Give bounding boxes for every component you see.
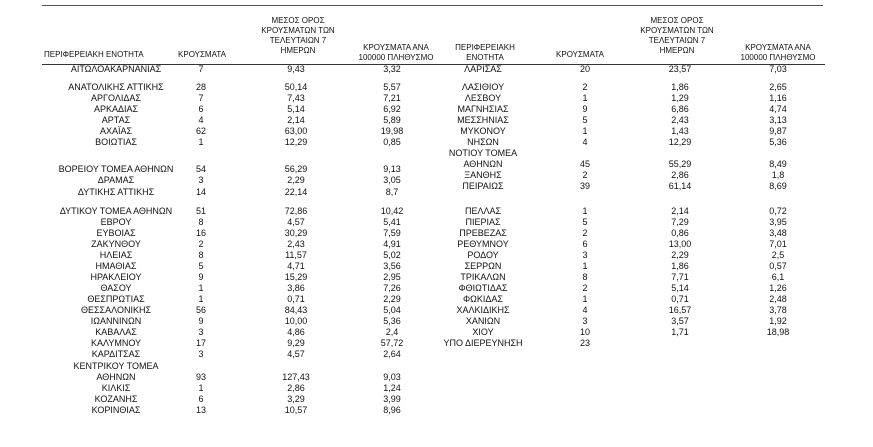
left-cell-avg: 10,57 <box>284 405 308 415</box>
right-cell-avg: 16,57 <box>668 305 692 315</box>
left-cell-name: ΚΑΒΑΛΑΣ <box>95 327 137 337</box>
right-cell-name: ΜΥΚΟΝΟΥ <box>460 126 506 136</box>
left-cell-name: ΑΘΗΝΩΝ <box>96 372 136 382</box>
left-cell-per100k: 3,32 <box>383 64 401 74</box>
left-header-cases: ΚΡΟΥΣΜΑΤΑ <box>178 50 226 59</box>
right-cell-name: ΧΑΛΚΙΔΙΚΗΣ <box>456 305 510 315</box>
left-cell-name: ΑΡΓΟΛΙΔΑΣ <box>91 93 141 103</box>
right-cell-per100k: 8,69 <box>769 181 787 191</box>
left-header-avg-line1: ΜΕΣΟΣ ΟΡΟΣ <box>271 16 325 25</box>
right-cell-cases: 4 <box>582 137 588 147</box>
left-cell-avg: 0,71 <box>287 294 305 304</box>
left-cell-per100k: 6,92 <box>383 104 401 114</box>
left-cell-cases: 9 <box>198 272 204 282</box>
left-cell-per100k: 7,59 <box>383 228 401 238</box>
right-header-avg-line1: ΜΕΣΟΣ ΟΡΟΣ <box>650 16 704 25</box>
left-cell-avg: 11,57 <box>285 250 307 260</box>
left-cell-name: ΕΒΡΟΥ <box>100 217 132 227</box>
right-cell-avg: 2,14 <box>671 206 689 216</box>
right-cell-avg: 1,43 <box>671 126 689 136</box>
right-cell-cases: 45 <box>579 159 590 169</box>
left-cell-avg: 4,57 <box>287 217 305 227</box>
right-cell-cases: 1 <box>582 126 588 136</box>
right-cell-cases: 1 <box>582 93 588 103</box>
left-cell-cases: 13 <box>195 405 206 415</box>
left-cell-cases: 8 <box>198 217 204 227</box>
left-cell-name: ΚΑΛΥΜΝΟΥ <box>90 338 142 348</box>
right-cell-cases: 39 <box>579 181 590 191</box>
right-cell-avg: 1,86 <box>671 82 689 92</box>
left-cell-avg: 30,29 <box>284 228 308 238</box>
left-cell-avg: 50,14 <box>284 82 308 92</box>
right-cell-cases: 3 <box>582 250 588 260</box>
right-cell-cases: 23 <box>579 338 590 348</box>
right-cell-per100k: 3,13 <box>769 115 787 125</box>
left-cell-cases: 17 <box>195 338 206 348</box>
right-cell-cases: 5 <box>582 217 588 227</box>
left-cell-per100k: 57,72 <box>380 338 404 348</box>
left-cell-name: ΒΟΡΕΙΟΥ ΤΟΜΕΑ ΑΘΗΝΩΝ <box>58 164 174 174</box>
right-cell-per100k: 1,8 <box>771 170 785 180</box>
right-cell-name: ΥΠΟ ΔΙΕΡΕΥΝΗΣΗ <box>443 338 523 348</box>
left-header-avg-line3: ΤΕΛΕΥΤΑΙΩΝ 7 <box>269 36 327 45</box>
left-cell-name: ΕΥΒΟΙΑΣ <box>96 228 136 238</box>
left-cell-avg: 2,86 <box>287 383 305 393</box>
top-rule <box>42 5 823 6</box>
left-cell-per100k: 5,02 <box>383 250 401 260</box>
left-cell-avg: 84,43 <box>284 305 308 315</box>
right-cell-name: ΛΑΡΙΣΑΣ <box>464 64 502 74</box>
left-cell-avg: 9,43 <box>287 64 305 74</box>
right-cell-avg: 1,29 <box>671 93 689 103</box>
right-cell-avg: 2,43 <box>671 115 689 125</box>
right-cell-cases: 6 <box>582 239 588 249</box>
left-cell-per100k: 3,05 <box>383 175 401 185</box>
right-cell-avg: 6,86 <box>671 104 689 114</box>
right-cell-cases: 3 <box>582 316 588 326</box>
left-cell-cases: 16 <box>195 228 206 238</box>
right-cell-per100k: 4,74 <box>769 104 787 114</box>
left-cell-name: ΚΟΡΙΝΘΙΑΣ <box>91 405 141 415</box>
left-cell-cases: 8 <box>198 250 204 260</box>
right-cell-per100k: 0,72 <box>769 206 787 216</box>
right-cell-name: ΧΙΟΥ <box>472 327 494 337</box>
right-cell-name: ΝΟΤΙΟΥ ΤΟΜΕΑ <box>448 148 518 158</box>
right-cell-name: ΦΩΚΙΔΑΣ <box>463 294 503 304</box>
left-cell-name: ΗΛΕΙΑΣ <box>99 250 133 260</box>
right-cell-avg: 3,57 <box>671 316 689 326</box>
right-cell-cases: 9 <box>582 104 588 114</box>
left-cell-cases: 51 <box>195 206 206 216</box>
left-cell-cases: 1 <box>198 137 204 147</box>
left-cell-avg: 3,86 <box>287 283 305 293</box>
left-cell-name: ΖΑΚΥΝΘΟΥ <box>91 239 141 249</box>
right-cell-per100k: 0,57 <box>769 261 787 271</box>
left-cell-cases: 62 <box>195 126 206 136</box>
right-cell-cases: 8 <box>582 272 588 282</box>
left-cell-avg: 4,71 <box>287 261 305 271</box>
left-header-avg <box>248 16 348 56</box>
right-cell-avg: 2,86 <box>671 170 689 180</box>
left-cell-avg: 4,57 <box>287 349 305 359</box>
right-cell-cases: 2 <box>582 283 588 293</box>
left-cell-name: ΑΡΤΑΣ <box>101 115 131 125</box>
left-cell-per100k: 2,29 <box>383 294 401 304</box>
left-cell-per100k: 3,56 <box>383 261 401 271</box>
left-cell-per100k: 2,4 <box>385 327 399 337</box>
left-cell-name: ΚΟΖΑΝΗΣ <box>94 394 138 404</box>
right-cell-name: ΠΙΕΡΙΑΣ <box>465 217 501 227</box>
left-cell-per100k: 9,13 <box>383 164 401 174</box>
right-cell-name: ΦΘΙΩΤΙΔΑΣ <box>458 283 508 293</box>
right-cell-name: ΣΕΡΡΩΝ <box>464 261 502 271</box>
left-cell-avg: 2,29 <box>287 175 305 185</box>
left-cell-per100k: 9,03 <box>383 372 401 382</box>
right-cell-per100k: 1,16 <box>769 93 787 103</box>
left-cell-name: ΑΡΚΑΔΙΑΣ <box>93 104 139 114</box>
left-cell-cases: 7 <box>198 64 204 74</box>
right-header-avg-line4: ΗΜΕΡΩΝ <box>659 46 695 55</box>
right-cell-per100k: 7,03 <box>769 64 787 74</box>
right-cell-name: ΡΕΘΥΜΝΟΥ <box>457 239 509 249</box>
left-cell-avg: 3,29 <box>287 394 305 404</box>
right-cell-avg: 23,57 <box>668 64 692 74</box>
left-cell-per100k: 2,64 <box>383 349 401 359</box>
right-cell-cases: 2 <box>582 82 588 92</box>
right-header-avg-line2: ΚΡΟΥΣΜΑΤΩΝ ΤΩΝ <box>640 26 714 35</box>
left-cell-avg: 63,00 <box>284 126 308 136</box>
left-cell-avg: 2,14 <box>287 115 305 125</box>
right-cell-name: ΞΑΝΘΗΣ <box>464 170 502 180</box>
right-cell-cases: 4 <box>582 305 588 315</box>
left-cell-per100k: 7,21 <box>383 93 401 103</box>
right-header-per100k-line2: 100000 ΠΛΗΘΥΣΜΟ <box>740 53 816 62</box>
right-cell-name: ΜΕΣΣΗΝΙΑΣ <box>457 115 509 125</box>
left-cell-name: ΘΕΣΣΑΛΟΝΙΚΗΣ <box>80 305 152 315</box>
right-cell-cases: 20 <box>579 64 590 74</box>
right-header-per100k-line1: ΚΡΟΥΣΜΑΤΑ ΑΝΑ <box>745 43 811 52</box>
right-cell-name: ΝΗΣΩΝ <box>467 137 499 147</box>
left-cell-per100k: 5,89 <box>383 115 401 125</box>
right-cell-per100k: 2,65 <box>769 82 787 92</box>
left-cell-per100k: 7,26 <box>383 283 401 293</box>
left-cell-cases: 56 <box>195 305 206 315</box>
left-cell-per100k: 0,85 <box>383 137 401 147</box>
right-cell-per100k: 3,78 <box>769 305 787 315</box>
left-cell-per100k: 3,99 <box>383 394 401 404</box>
right-cell-avg: 2,29 <box>671 250 689 260</box>
right-cell-per100k: 6,1 <box>771 272 785 282</box>
left-cell-per100k: 2,95 <box>383 272 401 282</box>
right-cell-per100k: 18,98 <box>766 327 790 337</box>
right-cell-avg: 7,29 <box>671 217 689 227</box>
right-cell-per100k: 8,49 <box>769 159 787 169</box>
left-cell-name: ΚΙΛΚΙΣ <box>101 383 131 393</box>
left-cell-per100k: 1,24 <box>383 383 401 393</box>
left-cell-cases: 3 <box>198 327 204 337</box>
left-cell-name: ΒΟΙΩΤΙΑΣ <box>95 137 137 147</box>
left-cell-per100k: 5,36 <box>383 316 401 326</box>
right-header-cases: ΚΡΟΥΣΜΑΤΑ <box>556 50 604 59</box>
right-cell-cases: 10 <box>579 327 590 337</box>
left-header-per100k-line2: 100000 ΠΛΗΘΥΣΜΟ <box>358 53 434 62</box>
left-cell-per100k: 19,98 <box>380 126 404 136</box>
left-cell-avg: 72,86 <box>284 206 308 216</box>
left-cell-per100k: 4,91 <box>383 239 401 249</box>
right-cell-avg: 55,29 <box>668 159 692 169</box>
right-cell-name: ΑΘΗΝΩΝ <box>463 159 503 169</box>
right-cell-cases: 2 <box>582 170 588 180</box>
left-cell-cases: 1 <box>198 294 204 304</box>
right-cell-per100k: 2,5 <box>771 250 785 260</box>
right-cell-per100k: 1,92 <box>769 316 787 326</box>
right-cell-avg: 5,14 <box>671 283 689 293</box>
left-cell-avg: 22,14 <box>284 187 308 197</box>
left-cell-avg: 9,29 <box>287 338 305 348</box>
right-cell-cases: 1 <box>582 206 588 216</box>
right-header-avg <box>627 16 727 56</box>
right-cell-name: ΤΡΙΚΑΛΩΝ <box>460 272 506 282</box>
left-cell-name: ΑΙΤΩΛΟΑΚΑΡΝΑΝΙΑΣ <box>70 64 162 74</box>
right-cell-avg: 1,86 <box>671 261 689 271</box>
left-cell-name: ΚΑΡΔΙΤΣΑΣ <box>91 349 141 359</box>
left-cell-cases: 5 <box>198 261 204 271</box>
right-cell-name: ΛΑΣΙΘΙΟΥ <box>461 82 505 92</box>
right-cell-name: ΜΑΓΝΗΣΙΑΣ <box>457 104 509 114</box>
right-cell-avg: 12,29 <box>668 137 692 147</box>
left-cell-name: ΚΕΝΤΡΙΚΟΥ ΤΟΜΕΑ <box>73 361 159 371</box>
left-cell-cases: 6 <box>198 394 204 404</box>
left-cell-name: ΔΥΤΙΚΟΥ ΤΟΜΕΑ ΑΘΗΝΩΝ <box>59 206 173 216</box>
left-cell-cases: 3 <box>198 175 204 185</box>
right-cell-name: ΧΑΝΙΩΝ <box>465 316 501 326</box>
left-header-avg-line2: ΚΡΟΥΣΜΑΤΩΝ ΤΩΝ <box>261 26 335 35</box>
left-cell-cases: 1 <box>198 283 204 293</box>
left-header-region: ΠΕΡΙΦΕΡΕΙΑΚΗ ΕΝΟΤΗΤΑ <box>44 50 144 59</box>
left-header-per100k-line1: ΚΡΟΥΣΜΑΤΑ ΑΝΑ <box>363 43 429 52</box>
left-cell-per100k: 5,57 <box>383 82 401 92</box>
left-cell-avg: 2,43 <box>287 239 305 249</box>
right-cell-avg: 61,14 <box>668 181 692 191</box>
right-cell-per100k: 2,48 <box>769 294 787 304</box>
left-cell-name: ΘΑΣΟΥ <box>100 283 132 293</box>
left-cell-cases: 2 <box>198 239 204 249</box>
left-cell-name: ΗΡΑΚΛΕΙΟΥ <box>90 272 142 282</box>
left-cell-avg: 56,29 <box>284 164 308 174</box>
left-cell-name: ΔΥΤΙΚΗΣ ΑΤΤΙΚΗΣ <box>77 187 155 197</box>
left-cell-avg: 4,86 <box>287 327 305 337</box>
left-cell-name: ΘΕΣΠΡΩΤΙΑΣ <box>87 294 145 304</box>
right-cell-cases: 5 <box>582 115 588 125</box>
right-header-region <box>440 43 530 63</box>
right-header-per100k <box>728 43 828 63</box>
right-cell-avg: 7,71 <box>671 272 689 282</box>
left-cell-cases: 28 <box>195 82 206 92</box>
right-cell-per100k: 1,26 <box>769 283 787 293</box>
right-cell-avg: 13,00 <box>668 239 692 249</box>
right-cell-name: ΠΕΙΡΑΙΩΣ <box>462 181 504 191</box>
right-cell-avg: 0,86 <box>671 228 689 238</box>
right-cell-avg: 0,71 <box>671 294 689 304</box>
right-cell-cases: 1 <box>582 261 588 271</box>
right-cell-per100k: 7,01 <box>769 239 787 249</box>
right-header-avg-line3: ΤΕΛΕΥΤΑΙΩΝ 7 <box>648 36 706 45</box>
left-cell-cases: 1 <box>198 383 204 393</box>
left-cell-avg: 10,00 <box>284 316 308 326</box>
left-cell-avg: 5,14 <box>287 104 305 114</box>
left-cell-avg: 12,29 <box>284 137 308 147</box>
left-cell-cases: 14 <box>195 187 206 197</box>
left-cell-cases: 6 <box>198 104 204 114</box>
left-cell-cases: 93 <box>195 372 206 382</box>
left-cell-cases: 3 <box>198 349 204 359</box>
left-cell-name: ΑΝΑΤΟΛΙΚΗΣ ΑΤΤΙΚΗΣ <box>68 82 164 92</box>
right-cell-per100k: 3,48 <box>769 228 787 238</box>
left-header-avg-line4: ΗΜΕΡΩΝ <box>280 46 316 55</box>
left-cell-per100k: 8,7 <box>385 187 399 197</box>
right-cell-name: ΠΕΛΛΑΣ <box>464 206 502 216</box>
right-cell-avg: 1,71 <box>671 327 689 337</box>
left-cell-avg: 127,43 <box>282 372 310 382</box>
right-cell-cases: 1 <box>582 294 588 304</box>
left-cell-per100k: 5,04 <box>383 305 401 315</box>
left-cell-name: ΑΧΑΪΑΣ <box>99 126 133 136</box>
left-cell-cases: 9 <box>198 316 204 326</box>
right-cell-name: ΠΡΕΒΕΖΑΣ <box>459 228 507 238</box>
right-header-region-line1: ΠΕΡΙΦΕΡΕΙΑΚΗ <box>455 43 515 52</box>
right-header-region-line2: ΕΝΟΤΗΤΑ <box>466 53 504 62</box>
right-cell-per100k: 5,36 <box>769 137 787 147</box>
right-cell-name: ΛΕΣΒΟΥ <box>464 93 502 103</box>
right-cell-per100k: 9,87 <box>769 126 787 136</box>
left-cell-avg: 7,43 <box>287 93 305 103</box>
left-cell-cases: 54 <box>195 164 206 174</box>
left-cell-name: ΙΩΑΝΝΙΝΩΝ <box>90 316 142 326</box>
left-cell-per100k: 10,42 <box>380 206 404 216</box>
left-header-per100k <box>346 43 446 63</box>
left-cell-cases: 7 <box>198 93 204 103</box>
right-cell-per100k: 3,95 <box>769 217 787 227</box>
left-cell-per100k: 5,41 <box>383 217 401 227</box>
left-cell-name: ΗΜΑΘΙΑΣ <box>95 261 137 271</box>
left-cell-per100k: 8,96 <box>383 405 401 415</box>
right-cell-name: ΡΟΔΟΥ <box>467 250 499 260</box>
left-cell-name: ΔΡΑΜΑΣ <box>97 175 135 185</box>
left-cell-avg: 15,29 <box>284 272 308 282</box>
left-cell-cases: 4 <box>198 115 204 125</box>
right-cell-cases: 2 <box>582 228 588 238</box>
